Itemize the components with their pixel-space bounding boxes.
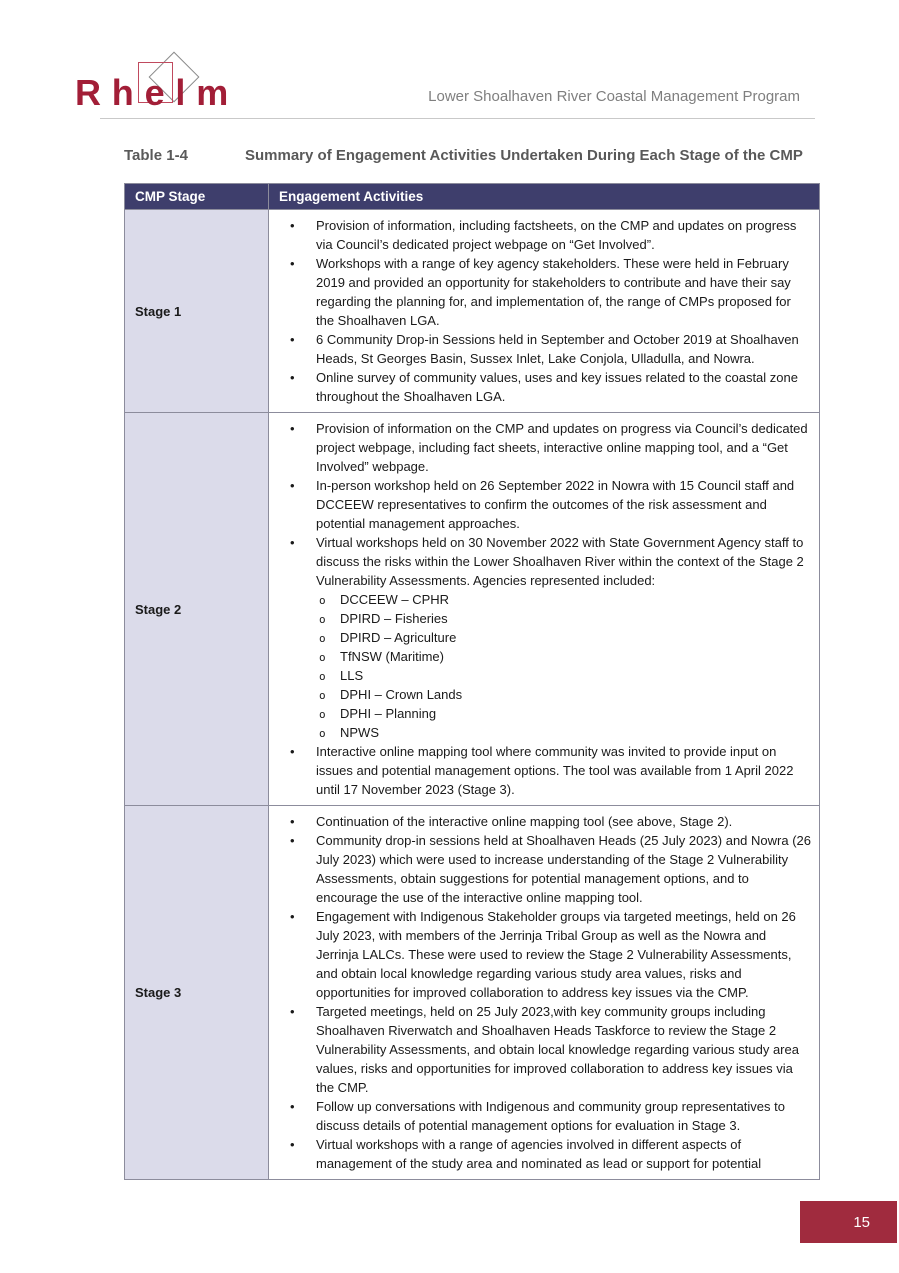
bullet-item: • 6 Community Drop-in Sessions held in September and October 2019 at Shoalhaven Heads, St Georges Basin, Sussex Inlet, Lake Conjola, Ulladulla, and Nowra.	[269, 330, 811, 368]
activities-cell	[269, 413, 820, 806]
bullet-item: • Interactive online mapping tool where community was invited to provide input on issues and potential management options. The tool was available from 1 April 2022 until 17 November 2023 (Stage 3).	[269, 742, 811, 799]
logo-text: Rhelm	[75, 72, 240, 113]
stage-cell: Stage 2	[125, 413, 269, 806]
sub-bullet-item: o NPWS	[269, 723, 811, 742]
table-header	[125, 184, 820, 210]
bullet-item: • Provision of information, including factsheets, on the CMP and updates on progress via Council’s dedicated project webpage on “Get Involved”.	[269, 216, 811, 254]
column-header-cmp-stage: CMP Stage	[125, 184, 269, 210]
activities-cell	[269, 210, 820, 413]
sub-bullet-item: o DPHI – Planning	[269, 704, 811, 723]
table-row	[125, 413, 820, 806]
table-body	[125, 210, 820, 1180]
bullet-item: • Community drop-in sessions held at Shoalhaven Heads (25 July 2023) and Nowra (26 July 2023) which were used to increase understanding of the Stage 2 Vulnerability Assessments, obtain suggestions for potential management options, and to encourage the use of the interactive online mapping tool.	[269, 831, 811, 907]
bullet-item: • Workshops with a range of key agency stakeholders. These were held in February 2019 and provided an opportunity for stakeholders to contribute and have their say regarding the planning for, and implementation of, the range of CMPs proposed for the Shoalhaven LGA.	[269, 254, 811, 330]
bullet-item: • In-person workshop held on 26 September 2022 in Nowra with 15 Council staff and DCCEEW representatives to confirm the outcomes of the risk assessment and potential management approaches.	[269, 476, 811, 533]
bullet-item: • Targeted meetings, held on 25 July 2023,with key community groups including Shoalhaven Riverwatch and Shoalhaven Heads Taskforce to review the Stage 2 Vulnerability Assessments, and obtain local knowledge regarding various study area values, risks and opportunities for improved collaboration to address key issues via the CMP.	[269, 1002, 811, 1097]
bullet-item: • Provision of information on the CMP and updates on progress via Council’s dedicated project webpage, including fact sheets, interactive online mapping tool, and a “Get Involved” webpage.	[269, 419, 811, 476]
bullet-item: • Follow up conversations with Indigenous and community group representatives to discuss details of potential management options for evaluation in Stage 3.	[269, 1097, 811, 1135]
sub-bullet-item: o LLS	[269, 666, 811, 685]
sub-bullet-item: o DPHI – Crown Lands	[269, 685, 811, 704]
stage-cell: Stage 1	[125, 210, 269, 413]
program-title: Lower Shoalhaven River Coastal Management Program	[428, 88, 800, 105]
sub-bullet-item: o DPIRD – Fisheries	[269, 609, 811, 628]
sub-bullet-item: o DCCEEW – CPHR	[269, 590, 811, 609]
bullet-item: • Continuation of the interactive online mapping tool (see above, Stage 2).	[269, 812, 811, 831]
table-caption	[124, 147, 820, 164]
table-caption-label: Table 1-4	[124, 147, 188, 164]
table-row	[125, 210, 820, 413]
bullet-item: • Virtual workshops with a range of agencies involved in different aspects of management of the study area and nominated as lead or support for potential	[269, 1135, 811, 1173]
page-number: 15	[853, 1213, 870, 1231]
activities-cell	[269, 806, 820, 1180]
bullet-item: • Online survey of community values, uses and key issues related to the coastal zone throughout the Shoalhaven LGA.	[269, 368, 811, 406]
sub-bullet-item: o TfNSW (Maritime)	[269, 647, 811, 666]
stage-cell: Stage 3	[125, 806, 269, 1180]
bullet-item: • Virtual workshops held on 30 November 2022 with State Government Agency staff to discuss the risks within the Lower Shoalhaven River within the context of the Stage 2 Vulnerability Assessments. Agencies represented included:	[269, 533, 811, 590]
table-caption-title: Summary of Engagement Activities Undertaken During Each Stage of the CMP	[245, 147, 803, 164]
sub-bullet-item: o DPIRD – Agriculture	[269, 628, 811, 647]
page-number-badge	[800, 1201, 897, 1243]
table-row	[125, 806, 820, 1180]
rhelm-logo	[75, 45, 285, 120]
header-divider	[100, 118, 815, 119]
column-header-engagement-activities: Engagement Activities	[269, 184, 820, 210]
table-header-row	[125, 184, 820, 210]
bullet-item: • Engagement with Indigenous Stakeholder groups via targeted meetings, held on 26 July 2023, with members of the Jerrinja Tribal Group as well as the Nowra and Jerrinja LALCs. These were used to review the Stage 2 Vulnerability Assessments, and obtain local knowledge regarding various study area values, risks and opportunities for improved collaboration to address key issues via the CMP.	[269, 907, 811, 1002]
engagement-activities-table	[124, 183, 820, 1180]
